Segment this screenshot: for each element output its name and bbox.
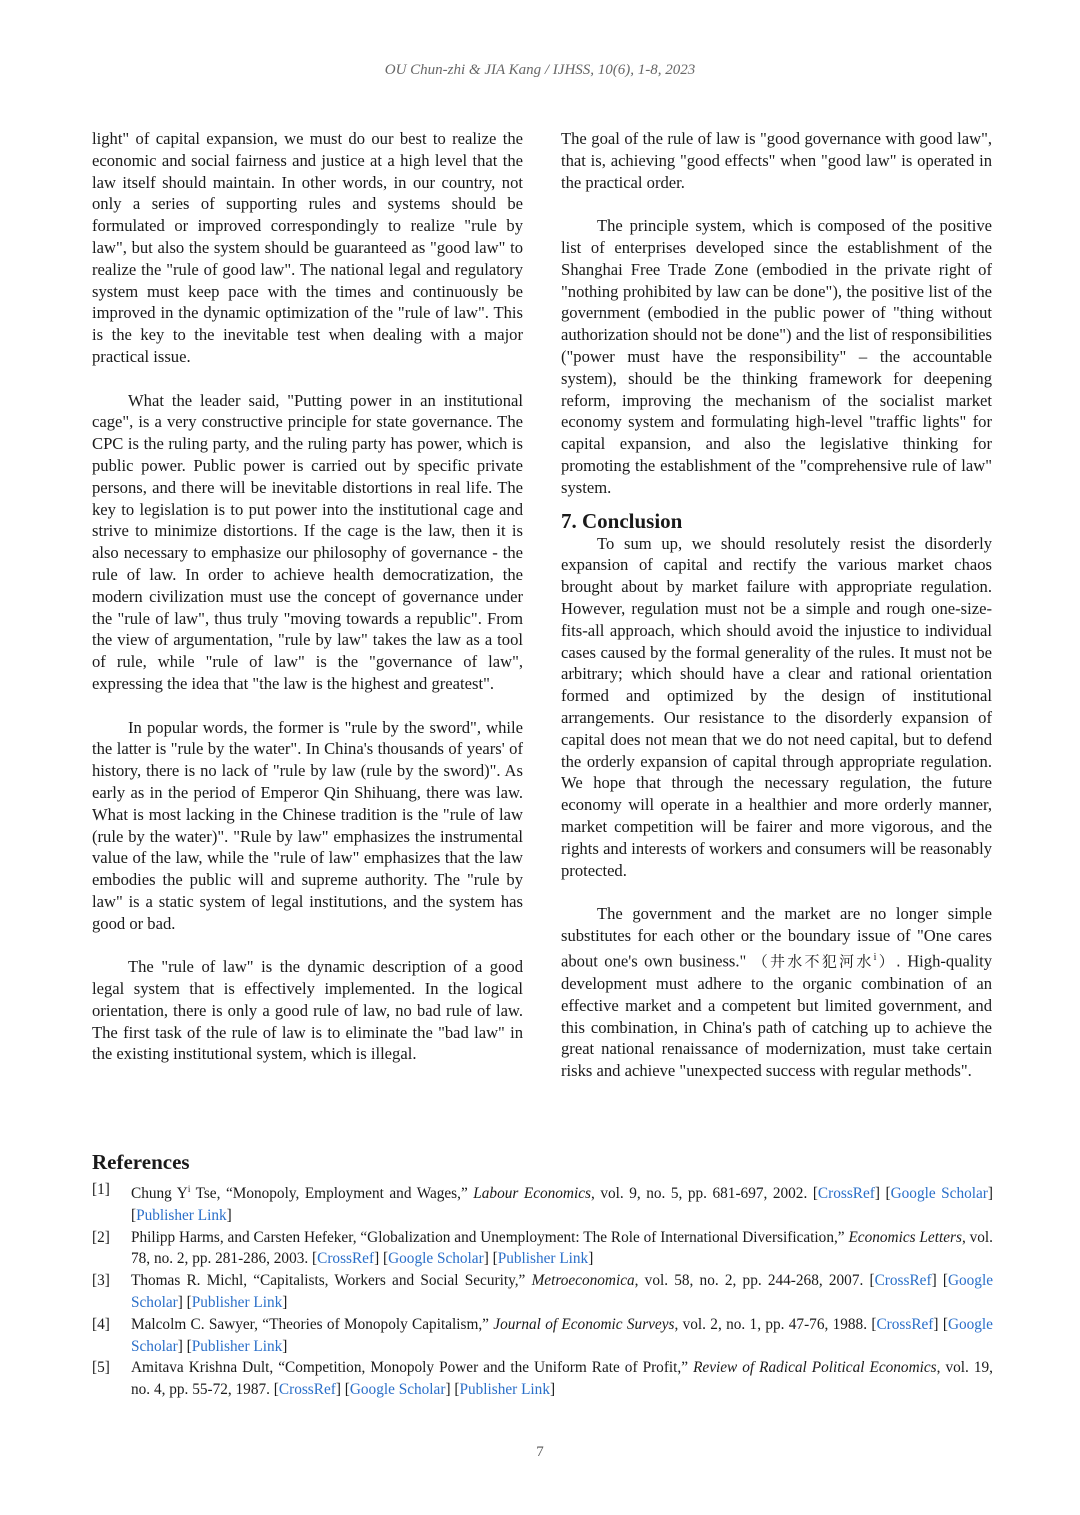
reference-number: [2] bbox=[92, 1228, 110, 1246]
reference-journal: Journal of Economic Surveys bbox=[493, 1315, 675, 1333]
reference-number: [5] bbox=[92, 1359, 110, 1377]
reference-authors: Philipp Harms, and Carsten Hefeker, “Globalization and Unemployment: The Role of International Diversification,” bbox=[131, 1228, 849, 1246]
footnote-marker[interactable]: i bbox=[873, 951, 877, 963]
reference-details: , vol. 2, no. 1, pp. 47-76, 1988. bbox=[674, 1315, 872, 1333]
google-scholar-link[interactable]: Google Scholar bbox=[388, 1250, 484, 1268]
reference-number: [3] bbox=[92, 1272, 110, 1290]
reference-journal: Labour Economics bbox=[473, 1185, 591, 1203]
reference-details: , vol. 58, no. 2, pp. 244-268, 2007. bbox=[634, 1272, 870, 1290]
body-paragraph: What the leader said, "Putting power in an institutional cage", is a very constructive principle for state governance. The CPC is the ruling party, and the ruling party has power, which is public power. Public power is carried out by specific private persons, and there will be inevitable distortions in real life. The key to legislation is to put power into the institutional cage and strive to minimize distortions. If the cage is the law, then it is also necessary to emphasize our philosophy of governance - the rule of law. In order to achieve health democratization, the modern civilization must use the concept of governance under the "rule of law", thus truly "moving towards a republic". From the view of argumentation, "rule by law" takes the law as a tool of rule, while "rule of law" is the "governance of law", expressing the idea that "the law is the highest and greatest". bbox=[92, 390, 523, 693]
reference-authors: Chung Y bbox=[131, 1185, 188, 1203]
reference-number: [1] bbox=[92, 1181, 110, 1198]
body-paragraph: The "rule of law" is the dynamic description of a good legal system that is effectively implemented. In the logical orientation, there is only a good rule of law, no bad rule of law. The first task of the rule of law is to eliminate the "bad law" in the existing institutional system, which is illegal. bbox=[92, 957, 523, 1064]
reference-title: Tse, “Monopoly, Employment and Wages,” bbox=[190, 1185, 474, 1203]
google-scholar-link[interactable]: Google Scholar bbox=[131, 1272, 993, 1312]
crossref-link[interactable]: CrossRef bbox=[278, 1381, 336, 1399]
reference-item bbox=[92, 1357, 993, 1401]
publisher-link[interactable]: Publisher Link bbox=[459, 1381, 550, 1399]
running-header: OU Chun-zhi & JIA Kang / IJHSS, 10(6), 1-8, 2023 bbox=[384, 62, 696, 78]
reference-journal: Metroeconomica bbox=[531, 1272, 635, 1290]
reference-list bbox=[92, 1179, 993, 1401]
reference-journal: Review of Radical Political Economics bbox=[693, 1359, 937, 1377]
reference-authors: Amitava Krishna Dult, “Competition, Monopoly Power and the Uniform Rate of Profit,” bbox=[131, 1359, 694, 1377]
reference-details: , vol. 19, no. 4, pp. 55-72, 1987. bbox=[131, 1359, 993, 1399]
conclusion-text-end: High-quality development must adhere to the organic combination of an effective market and a competent but limited government, and this combination, in China's path of catching up to achieve the great national renaissance of modernization, must take certain risks and achieve "unexpected success with regular methods". bbox=[561, 951, 992, 1081]
reference-superscript: i bbox=[187, 1184, 191, 1194]
reference-body: Philipp Harms, and Carsten Hefeker, “Globalization and Unemployment: The Role of International Diversification,” Economics Letters, vol. 78, no. 2, pp. 281-286, 2003. [CrossRef] [Google Scholar] [Publisher Link] bbox=[131, 1228, 993, 1268]
crossref-link[interactable]: CrossRef bbox=[817, 1185, 875, 1203]
reference-details: , vol. 9, no. 5, pp. 681-697, 2002. bbox=[590, 1185, 813, 1203]
references-heading: References bbox=[92, 1150, 190, 1174]
body-paragraph: The goal of the rule of law is "good governance with good law", that is, achieving "good effects" when "good law" is operated in the practical order. bbox=[561, 129, 992, 192]
conclusion-paragraph: To sum up, we should resolutely resist the disorderly expansion of capital and rectify the various market chaos brought about by market failure with appropriate regulation. However, regulation must not be a simple and rough one-size-fits-all approach, which should avoid the injustice to individual cases caused by the formal generality of the rules. It must not be arbitrary; which should have a clear and rational orientation formed and optimized by the design of institutional arrangements. Our resistance to the disorderly expansion of capital does not mean that we do not need capital, but to defend the orderly expansion of capital through appropriate regulation. We hope that through the necessary regulation, the future economy will operate in a healthier and more orderly manner, market competition will be fairer and more vigorous, and the rights and interests of workers and consumers will be reasonably protected. bbox=[561, 533, 992, 880]
reference-number: [4] bbox=[92, 1315, 110, 1333]
reference-authors: Malcolm C. Sawyer, “Theories of Monopoly Capitalism,” bbox=[131, 1315, 494, 1333]
conclusion-paragraph bbox=[561, 903, 992, 1082]
reference-item bbox=[92, 1270, 993, 1314]
publisher-link[interactable]: Publisher Link bbox=[191, 1294, 283, 1312]
references-section bbox=[92, 1150, 993, 1401]
google-scholar-link[interactable]: Google Scholar bbox=[349, 1381, 446, 1399]
reference-body: Malcolm C. Sawyer, “Theories of Monopoly Capitalism,” Journal of Economic Surveys, vol. 2, no. 1, pp. 47-76, 1988. [CrossRef] [Google Scholar] [Publisher Link] bbox=[131, 1315, 993, 1355]
crossref-link[interactable]: CrossRef bbox=[317, 1250, 375, 1268]
reference-item bbox=[92, 1227, 993, 1271]
body-paragraph: In popular words, the former is "rule by the sword", while the latter is "rule by the water". In China's thousands of years' of history, there is no lack of "rule by law (rule by the sword)". As early as in the period of Emperor Qin Shihuang, there was law. What is most lacking in the Chinese tradition is the "rule of law (rule by the water)". "Rule by law" emphasizes the instrumental value of the law, while the "rule of law" emphasizes that the law embodies the public will and supreme authority. The "rule by law" is a static system of legal institutions, and the system has good or bad. bbox=[92, 717, 523, 933]
reference-item bbox=[92, 1314, 993, 1358]
page-number: 7 bbox=[536, 1444, 544, 1460]
reference-body: Amitava Krishna Dult, “Competition, Monopoly Power and the Uniform Rate of Profit,” Review of Radical Political Economics, vol. 19, no. 4, pp. 55-72, 1987. [CrossRef] [Google Scholar] [Publisher Link] bbox=[131, 1359, 993, 1399]
reference-details: , vol. 78, no. 2, pp. 281-286, 2003. bbox=[131, 1228, 993, 1268]
body-paragraph: light" of capital expansion, we must do our best to realize the economic and social fairness and justice at a high level that the law itself should maintain. In other words, in our country, not only a series of supporting rules and systems should be formulated or improved correspondingly to realize "rule by law", but also the system should be guaranteed as "good law" to realize the "rule of good law". The national legal and regulatory system must keep pace with the times and continuously be improved in the dynamic optimization of the "rule of law". This is the key to the inevitable test when dealing with a major practical issue. bbox=[92, 129, 523, 366]
reference-item bbox=[92, 1179, 993, 1227]
google-scholar-link[interactable]: Google Scholar bbox=[890, 1185, 988, 1203]
reference-body: Chung $Y^i$ Tse, “Monopoly, Employment and Wages,” Labour Economics, vol. 9, no. 5, pp. 681-697, 2002. [CrossRef] [Google Scholar] [Publisher Link] bbox=[131, 1184, 993, 1224]
conclusion-text-start: The government and the market are no longer simple substitutes for each other or the boundary issue of "One cares about one's own business." bbox=[561, 904, 992, 971]
publisher-link[interactable]: Publisher Link bbox=[191, 1337, 283, 1355]
reference-body: Thomas R. Michl, “Capitalists, Workers and Social Security,” Metroeconomica, vol. 58, no. 2, pp. 244-268, 2007. [CrossRef] [Google Scholar] [Publisher Link] bbox=[131, 1272, 993, 1312]
right-column bbox=[561, 128, 992, 1082]
reference-journal: Economics Letters bbox=[848, 1228, 962, 1246]
chinese-idiom: （井水不犯河水 bbox=[752, 952, 874, 971]
reference-authors: Thomas R. Michl, “Capitalists, Workers and Social Security,” bbox=[131, 1272, 532, 1290]
left-column bbox=[92, 128, 523, 1065]
chinese-idiom-close: ）. bbox=[876, 952, 901, 971]
crossref-link[interactable]: CrossRef bbox=[876, 1315, 934, 1333]
publisher-link[interactable]: Publisher Link bbox=[136, 1206, 227, 1224]
publisher-link[interactable]: Publisher Link bbox=[497, 1250, 589, 1268]
google-scholar-link[interactable]: Google Scholar bbox=[131, 1315, 993, 1355]
section-heading-conclusion: 7. Conclusion bbox=[561, 508, 683, 533]
crossref-link[interactable]: CrossRef bbox=[874, 1272, 932, 1290]
body-paragraph: The principle system, which is composed of the positive list of enterprises developed since the establishment of the Shanghai Free Trade Zone (embodied in the private right of "nothing prohibited by law can be done"), the positive list of the government (embodied in the public power of "thing without authorization should not be done") and the list of responsibilities ("power must have the responsibility" – the accountable system), should be the thinking framework for deepening reform, improving the mechanism of the socialist market economy system and formulating high-level "traffic lights" for capital expansion, and also the legislative thinking for promoting the establishment of the "comprehensive rule of law" system. bbox=[561, 216, 992, 497]
